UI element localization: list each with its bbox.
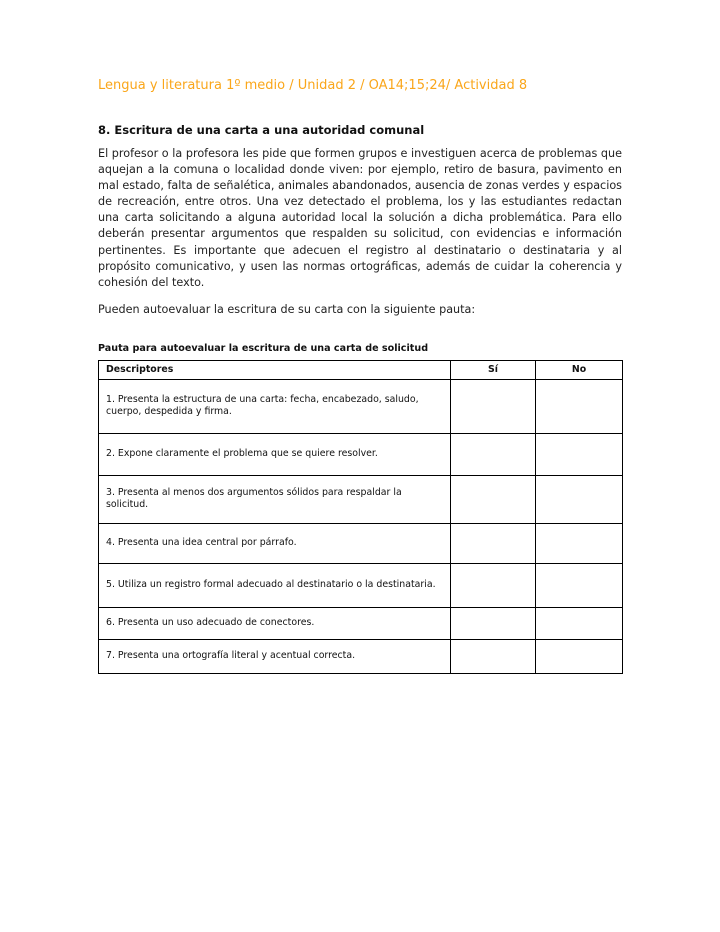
descriptor-cell: 3. Presenta al menos dos argumentos sólidos para respaldar la solicitud. xyxy=(99,475,451,523)
table-row xyxy=(99,563,623,607)
table-header-row xyxy=(99,360,623,379)
no-cell xyxy=(536,607,623,639)
breadcrumb: Lengua y literatura 1º medio / Unidad 2 / OA14;15;24/ Actividad 8 xyxy=(98,78,528,93)
header-no: No xyxy=(536,360,623,379)
header-descriptores: Descriptores xyxy=(99,360,451,379)
no-cell xyxy=(536,379,623,433)
si-cell xyxy=(451,379,536,433)
table-row xyxy=(99,379,623,433)
descriptor-cell: 5. Utiliza un registro formal adecuado al destinatario o la destinataria. xyxy=(99,563,451,607)
si-cell xyxy=(451,563,536,607)
si-cell xyxy=(451,639,536,673)
descriptor-cell: 2. Expone claramente el problema que se quiere resolver. xyxy=(99,433,451,475)
activity-description: El profesor o la profesora les pide que formen grupos e investiguen acerca de problemas que aquejan a la comuna o localidad donde viven: por ejemplo, retiro de basura, pavimento en mal estado, falta de señalética, animales abandonados, ausencia de zonas verdes y espacios de recreación, entre otros. Una vez detectado el problema, los y las estudiantes redactan una carta solicitando a alguna autoridad local la solución a dicha problemática. Para ello deberán presentar argumentos que respalden su solicitud, con evidencias e información pertinentes. Es importante que adecuen el registro al destinatario o destinataria y al propósito comunicativo, y usen las normas ortográficas, además de cuidar la coherencia y cohesión del texto. xyxy=(98,147,622,289)
descriptor-cell: 6. Presenta un uso adecuado de conectores. xyxy=(99,607,451,639)
si-cell xyxy=(451,523,536,563)
no-cell xyxy=(536,433,623,475)
si-cell xyxy=(451,607,536,639)
table-row xyxy=(99,475,623,523)
table-row xyxy=(99,607,623,639)
table-row xyxy=(99,433,623,475)
no-cell xyxy=(536,639,623,673)
si-cell xyxy=(451,433,536,475)
header-si: Sí xyxy=(451,360,536,379)
no-cell xyxy=(536,523,623,563)
no-cell xyxy=(536,475,623,523)
si-cell xyxy=(451,475,536,523)
table-row xyxy=(99,639,623,673)
self-evaluation-lead: Pueden autoevaluar la escritura de su carta con la siguiente pauta: xyxy=(98,302,476,316)
rubric-title: Pauta para autoevaluar la escritura de una carta de solicitud xyxy=(98,342,429,354)
self-evaluation-table xyxy=(98,360,623,674)
table-row xyxy=(99,523,623,563)
descriptor-cell: 4. Presenta una idea central por párrafo. xyxy=(99,523,451,563)
activity-heading: 8. Escritura de una carta a una autoridad comunal xyxy=(98,123,425,137)
descriptor-cell: 7. Presenta una ortografía literal y acentual correcta. xyxy=(99,639,451,673)
descriptor-cell: 1. Presenta la estructura de una carta: fecha, encabezado, saludo, cuerpo, despedida y firma. xyxy=(99,379,451,433)
no-cell xyxy=(536,563,623,607)
